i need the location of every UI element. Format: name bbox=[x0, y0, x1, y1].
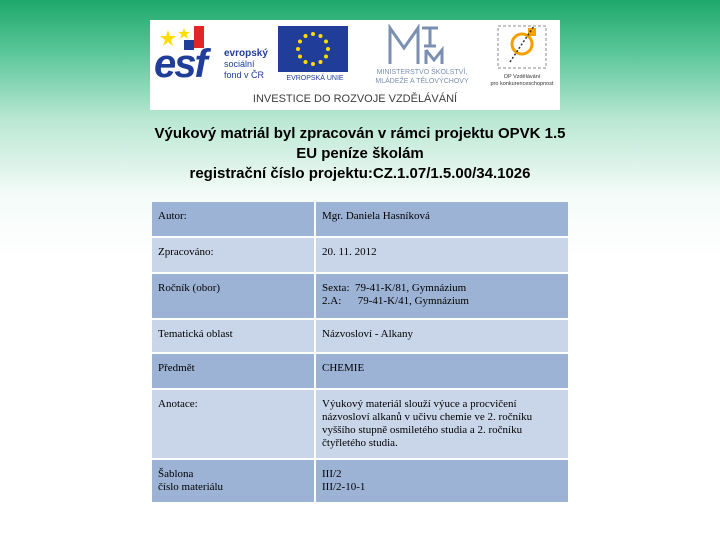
op-vk-logo bbox=[484, 22, 558, 94]
eu-star bbox=[304, 34, 308, 38]
value-line: 20. 11. 2012 bbox=[322, 246, 377, 258]
op-line-2: pro konkurenceschopnost bbox=[490, 81, 554, 87]
esf-logo-text bbox=[224, 48, 268, 81]
row-label: Autor: bbox=[152, 202, 314, 236]
msmt-line-2: MLÁDEŽE A TĚLOVÝCHOVY bbox=[375, 78, 469, 85]
esf-logo bbox=[154, 26, 274, 92]
msmt-monogram-icon bbox=[386, 24, 456, 68]
row-label: Ročník (obor) bbox=[152, 274, 314, 318]
eu-star bbox=[326, 47, 330, 51]
eu-star bbox=[319, 60, 323, 64]
value-line: Názvosloví - Alkany bbox=[322, 328, 414, 340]
op-vk-emblem-icon bbox=[492, 22, 552, 72]
row-label: Tematická oblast bbox=[152, 320, 314, 352]
value-line: Sexta: 79-41-K/81, Gymnázium bbox=[322, 282, 467, 294]
heading-line-2: EU peníze školám bbox=[296, 145, 424, 162]
table-row-created bbox=[152, 238, 568, 272]
row-value bbox=[316, 354, 568, 388]
table-row-subject bbox=[152, 354, 568, 388]
eu-star bbox=[319, 34, 323, 38]
table-row-annotation bbox=[152, 390, 568, 458]
eu-logo bbox=[278, 26, 350, 92]
eu-star bbox=[296, 47, 300, 51]
eu-star bbox=[298, 40, 302, 44]
eu-star bbox=[324, 40, 328, 44]
row-value bbox=[316, 274, 568, 318]
op-vk-logo-text bbox=[484, 74, 560, 88]
esf-line-2: sociální bbox=[224, 59, 255, 69]
row-value bbox=[316, 320, 568, 352]
msmt-line-1: MINISTERSTVO ŠKOLSTVÍ, bbox=[376, 69, 468, 76]
op-line-1: OP Vzdělávání bbox=[503, 74, 541, 80]
project-logo-banner bbox=[150, 20, 560, 110]
row-value bbox=[316, 460, 568, 502]
row-value bbox=[316, 238, 568, 272]
eu-star bbox=[298, 55, 302, 59]
project-heading bbox=[80, 124, 640, 184]
table-row-topic bbox=[152, 320, 568, 352]
esf-wordmark: esf bbox=[154, 42, 206, 86]
esf-line-3: fond v ČR bbox=[224, 70, 265, 80]
eu-caption: EVROPSKÁ UNIE bbox=[286, 75, 344, 82]
label-line: číslo materiálu bbox=[158, 481, 224, 493]
eu-star bbox=[304, 60, 308, 64]
value-line: III/2-10-1 bbox=[322, 481, 366, 493]
value-line: CHEMIE bbox=[322, 362, 365, 374]
table-row-author bbox=[152, 202, 568, 236]
metadata-table bbox=[150, 200, 570, 504]
esf-line-1: evropský bbox=[224, 48, 268, 59]
eu-flag-icon bbox=[278, 26, 348, 72]
msmt-logo bbox=[360, 22, 480, 94]
row-label: Anotace: bbox=[152, 390, 314, 458]
table-row-template bbox=[152, 460, 568, 502]
label-line: Šablona bbox=[158, 468, 194, 480]
heading-line-1: Výukový matriál byl zpracován v rámci projektu OPVK 1.5 bbox=[154, 125, 566, 142]
value-line: III/2 bbox=[322, 468, 342, 480]
row-value bbox=[316, 202, 568, 236]
row-label bbox=[152, 460, 314, 502]
value-line: 2.A: 79-41-K/41, Gymnázium bbox=[322, 295, 469, 307]
banner-caption: INVESTICE DO ROZVOJE VZDĚLÁVÁNÍ bbox=[252, 93, 458, 105]
row-value bbox=[316, 390, 568, 458]
row-label: Předmět bbox=[152, 354, 314, 388]
eu-star bbox=[311, 62, 315, 66]
row-label: Zpracováno: bbox=[152, 238, 314, 272]
eu-star bbox=[311, 32, 315, 36]
annotation-text: Výukový materiál slouží výuce a procvičení názvosloví alkanů v učivu chemie ve 2. ročníku vyššího stupně osmiletého studia a 2. ročníku čtyřletého studia. bbox=[322, 398, 533, 449]
value-line: Mgr. Daniela Hasníková bbox=[322, 210, 430, 222]
table-row-grade bbox=[152, 274, 568, 318]
eu-star bbox=[324, 55, 328, 59]
msmt-logo-text bbox=[360, 68, 484, 86]
heading-line-3: registrační číslo projektu:CZ.1.07/1.5.00/34.1026 bbox=[189, 165, 531, 182]
